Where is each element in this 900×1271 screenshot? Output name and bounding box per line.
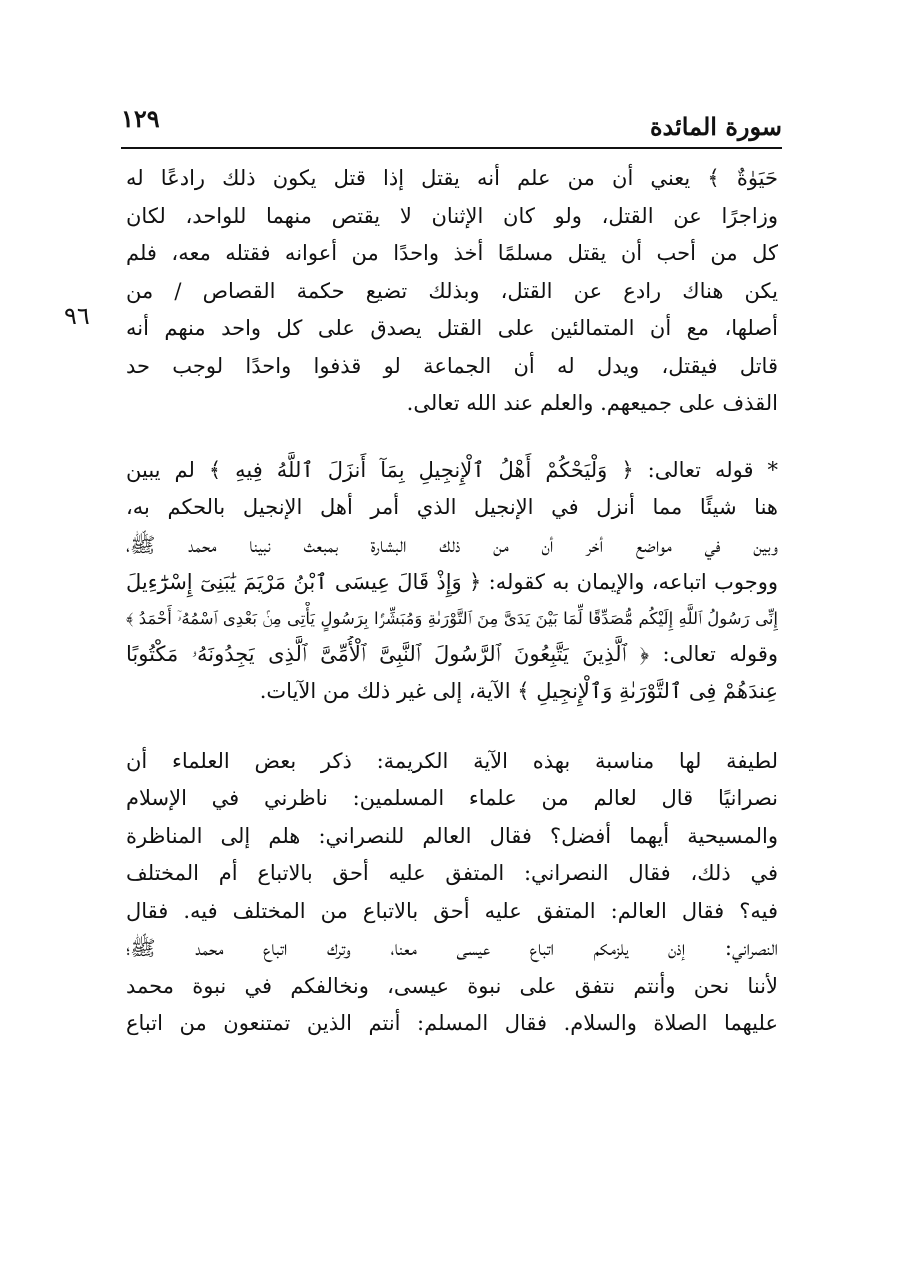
page-number: ١٢٩	[121, 104, 160, 133]
text-line: عليهما الصلاة والسلام. فقال المسلم: أنتم الذين تمتنعون من اتباع	[126, 1011, 778, 1035]
header-rule	[121, 147, 782, 149]
running-title: سورة المائدة	[649, 112, 782, 141]
quran-verse-line: إِنِّى رَسُولُ ٱللَّهِ إِلَيْكُم مُّصَدِّقًا لِّمَا بَيْنَ يَدَىَّ مِنَ ٱلتَّوْرَىٰةِ وَمُبَشِّرًۢا بِرَسُولٍ يَأْتِى مِنۢ بَعْدِى ٱسْمُهُۥٓ أَحْمَدُ ﴾	[126, 608, 778, 628]
text-line: وزاجرًا عن القتل، ولو كان الإثنان لا يقتص منهما للواحد، لكان	[126, 203, 778, 228]
paragraph-1	[126, 160, 778, 423]
text-line: * قوله تعالى: ﴿ وَلْيَحْكُمْ أَهْلُ ٱلْإِنجِيلِ بِمَآ أَنزَلَ ٱللَّهُ فِيهِ ﴾ لم يبين	[126, 457, 778, 482]
margin-page-reference: ٩٦	[64, 302, 90, 330]
text-line: القذف على جميعهم. والعلم عند الله تعالى.	[406, 391, 778, 415]
text-line: يكن هناك رادع عن القتل، وبذلك تضيع حكمة القصاص / من	[126, 278, 778, 303]
text-line: فيه؟ فقال العالم: المتفق عليه أحق بالاتباع من المختلف فيه. فقال	[126, 898, 778, 923]
text-line: قاتل فيقتل، ويدل له أن الجماعة لو قذفوا واحدًا لوجب حد	[126, 353, 778, 378]
text-line: كل من أحب أن يقتل مسلمًا أخذ واحدًا من أعوانه فقتله معه، فلم	[126, 241, 778, 265]
text-line: وبين في مواضع أخر أن من ذلك البشارة بمبعث نبينا محمد ﷺ،	[126, 532, 778, 557]
page-header	[121, 100, 782, 146]
text-line: نصرانيًا قال لعالم من علماء المسلمين: ناظرني في الإسلام	[126, 786, 778, 810]
text-line: النصراني: إذن يلزمكم اتباع عيسى معنا، وترك اتباع محمد ﷺ؛	[126, 936, 778, 960]
text-line: حَيَوٰةٌ ﴾ يعني أن من علم أنه يقتل إذا قتل يكون ذلك رادعًا له	[126, 166, 778, 190]
paragraph-3	[126, 743, 778, 1043]
text-line: وقوله تعالى: ﴿ ٱلَّذِينَ يَتَّبِعُونَ ٱلرَّسُولَ ٱلنَّبِىَّ ٱلْأُمِّىَّ ٱلَّذِى يَجِدُونَهُۥ مَكْتُوبًا	[126, 641, 778, 666]
text-line: لأننا نحن وأنتم نتفق على نبوة عيسى، ونخالفكم في نبوة محمد	[126, 973, 778, 998]
paragraph-2	[126, 452, 778, 711]
text-line: عِندَهُمْ فِى ٱلتَّوْرَىٰةِ وَٱلْإِنجِيلِ ﴾ الآية، إلى غير ذلك من الآيات.	[259, 679, 778, 703]
text-line: ووجوب اتباعه، والإيمان به كقوله: ﴿ وَإِذْ قَالَ عِيسَى ٱبْنُ مَرْيَمَ يَٰبَنِىٓ إِسْرَٰٓءِيلَ	[126, 570, 778, 594]
text-line: والمسيحية أيهما أفضل؟ فقال العالم للنصراني: هلم إلى المناظرة	[126, 823, 778, 848]
text-line: في ذلك، فقال النصراني: المتفق عليه أحق بالاتباع أم المختلف	[126, 861, 778, 885]
text-line: لطيفة لها مناسبة بهذه الآية الكريمة: ذكر بعض العلماء أن	[126, 748, 778, 773]
page-body	[126, 160, 778, 1043]
text-line: هنا شيئًا مما أنزل في الإنجيل الذي أمر أهل الإنجيل بالحكم به،	[126, 495, 778, 519]
text-line: أصلها، مع أن المتمالئين على القتل يصدق على كل واحد منهم أنه	[126, 316, 778, 340]
